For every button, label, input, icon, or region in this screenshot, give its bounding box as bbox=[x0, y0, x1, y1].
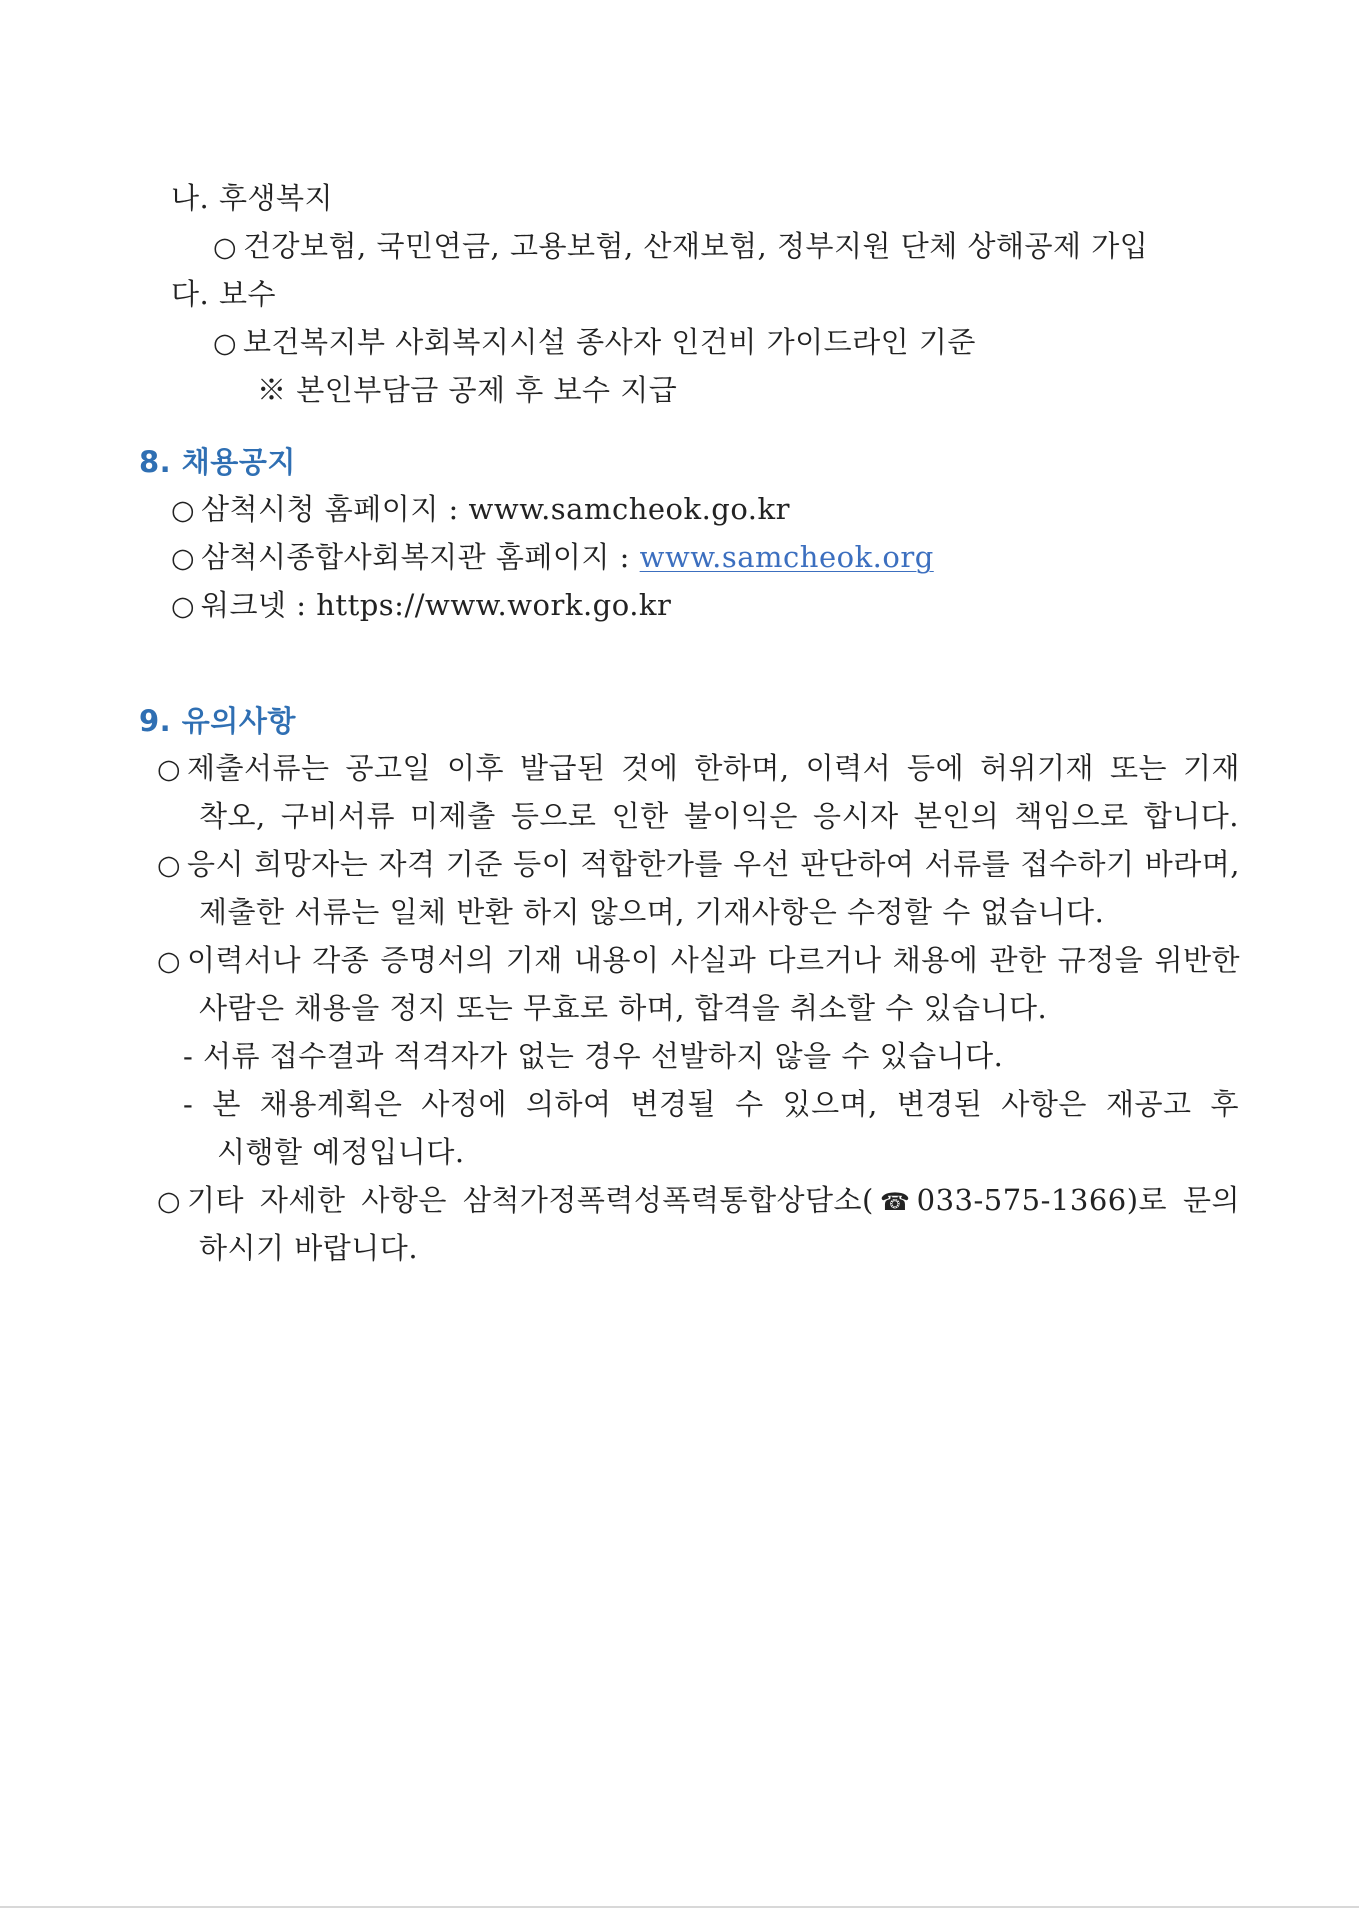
caution-item-1-line-2: 착오, 구비서류 미제출 등으로 인한 불이익은 응시자 본인의 책임으로 합니다. bbox=[199, 799, 1239, 833]
caution-item-2-line-2: 제출한 서류는 일체 반환 하지 않으며, 기재사항은 수정할 수 없습니다. bbox=[199, 895, 1105, 929]
welfare-center-link[interactable]: www.samcheok.org bbox=[639, 540, 934, 574]
caution-item-4-line-1: ○ 기타 자세한 사항은 삼척가정폭력성폭력통합상담소(☎033-575-1366)로 문의 bbox=[157, 1180, 1240, 1222]
notice-heading: 8. 채용공지 bbox=[139, 445, 296, 479]
dash-bullet: - bbox=[183, 1087, 194, 1121]
caution-item-2-line-1: ○ 응시 희망자는 자격 기준 등이 적합한가를 우선 판단하여 서류를 접수하기 바라며, bbox=[157, 844, 1240, 886]
salary-item-text: 보건복지부 사회복지시설 종사자 인건비 가이드라인 기준 bbox=[243, 325, 976, 359]
circle-bullet-icon: ○ bbox=[171, 591, 196, 622]
caution-item-1-line-1: ○ 제출서류는 공고일 이후 발급된 것에 한하며, 이력서 등에 허위기재 또는 기재 bbox=[157, 748, 1240, 790]
notice-item-label: 삼척시청 홈페이지 : bbox=[201, 492, 469, 526]
circle-bullet-icon: ○ bbox=[157, 754, 182, 785]
caution-item-3-line-1: ○ 이력서나 각종 증명서의 기재 내용이 사실과 다르거나 채용에 관한 규정을 위반한 bbox=[157, 940, 1240, 982]
salary-note: ※ 본인부담금 공제 후 보수 지급 bbox=[257, 373, 678, 407]
phone-icon: ☎ bbox=[873, 1188, 917, 1216]
notice-item-welfare-center bbox=[171, 537, 934, 579]
contact-phone: 033-575-1366 bbox=[916, 1183, 1127, 1217]
welfare-heading: 나. 후생복지 bbox=[171, 181, 334, 215]
salary-item bbox=[213, 322, 976, 364]
circle-bullet-icon: ○ bbox=[157, 850, 182, 881]
dash-bullet: - bbox=[183, 1039, 194, 1073]
welfare-item bbox=[213, 226, 1148, 268]
circle-bullet-icon: ○ bbox=[213, 232, 238, 263]
cautions-heading: 9. 유의사항 bbox=[139, 704, 296, 738]
circle-bullet-icon: ○ bbox=[157, 1186, 182, 1217]
page-bottom-rule bbox=[0, 1906, 1359, 1908]
notice-item-url: www.samcheok.go.kr bbox=[468, 492, 790, 526]
circle-bullet-icon: ○ bbox=[171, 543, 196, 574]
caution-item-4-line-2: 하시기 바랍니다. bbox=[199, 1231, 419, 1265]
caution-sub-item-1: - 서류 접수결과 적격자가 없는 경우 선발하지 않을 수 있습니다. bbox=[183, 1039, 1004, 1073]
notice-item-label: 삼척시종합사회복지관 홈페이지 : bbox=[201, 540, 640, 574]
notice-item-url: https://www.work.go.kr bbox=[316, 588, 672, 622]
welfare-item-text: 건강보험, 국민연금, 고용보험, 산재보험, 정부지원 단체 상해공제 가입 bbox=[243, 229, 1149, 263]
circle-bullet-icon: ○ bbox=[171, 495, 196, 526]
notice-item-label: 워크넷 : bbox=[201, 588, 317, 622]
caution-sub-item-2-line-1: - 본 채용계획은 사정에 의하여 변경될 수 있으며, 변경된 사항은 재공고 후 bbox=[183, 1087, 1240, 1121]
circle-bullet-icon: ○ bbox=[157, 946, 182, 977]
notice-item-city bbox=[171, 489, 790, 531]
circle-bullet-icon: ○ bbox=[213, 328, 238, 359]
salary-heading: 다. 보수 bbox=[171, 277, 276, 311]
caution-item-3-line-2: 사람은 채용을 정지 또는 무효로 하며, 합격을 취소할 수 있습니다. bbox=[199, 991, 1048, 1025]
caution-sub-item-2-line-2: 시행할 예정입니다. bbox=[217, 1135, 465, 1169]
notice-item-worknet bbox=[171, 585, 671, 627]
